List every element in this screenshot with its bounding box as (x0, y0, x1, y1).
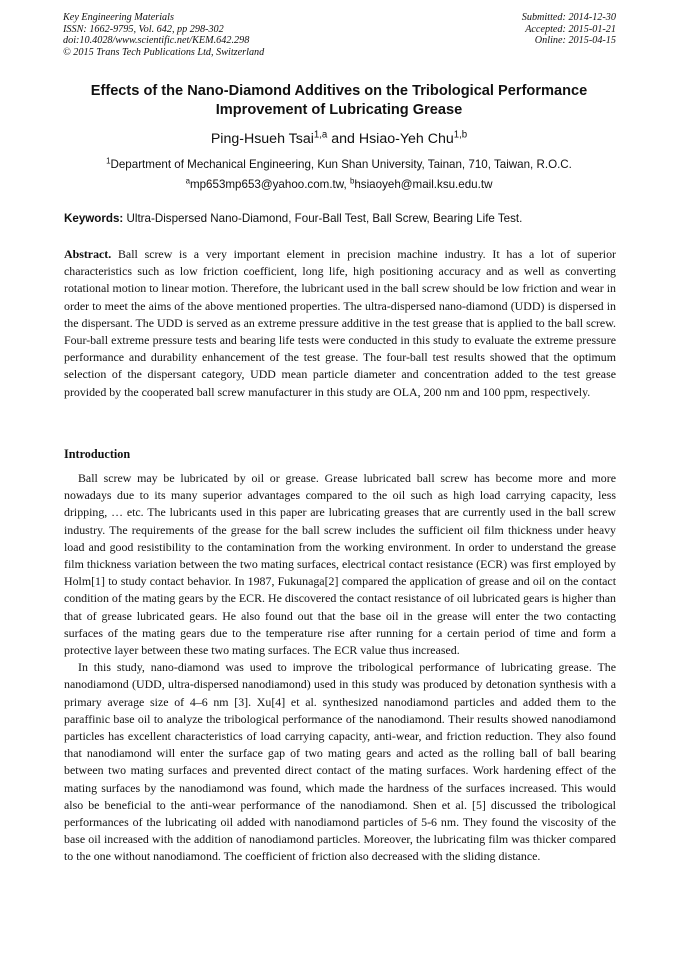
email-link[interactable]: hsiaoyeh@mail.ksu.edu.tw (354, 178, 493, 191)
email-link[interactable]: mp653mp653@yahoo.com.tw (189, 178, 344, 191)
author-emails (40, 178, 638, 191)
introduction-body (64, 470, 616, 866)
author-name: Ping-Hsueh Tsai (210, 131, 314, 147)
paragraph: In this study, nano-diamond was used to improve the tribological performance of lubricating grease. The nanodiamond (UDD, ultra-dispersed nanodiamond) used in this study was produced by detonation synthesis with a primary average size of 4–6 nm [3]. Xu[4] et al. synthesized nanodiamond particles and added them to the paraffinic base oil to analyze the tribological performance of the nanodiamond. Their results showed nanodiamond particles has excellent characteristics of load carrying capacity, anti-wear, and friction reduction. They also found that nanodiamond will enter the surface gap of two mating gears and acted as the rolling ball of ball bearing between two mating surfaces and prevented direct contact of the mating surfaces. Work hardening effect of the mating surfaces by the nanodiamond was found, which made the hardness of the surfaces increased. This would also be beneficial to the anti-wear performance of the nanodiamond. Shen et al. [5] discussed the tribological performances of the lubricating oil added with nanodiamond particles of 5-6 nm. They found the viscosity of the base oil increased with the addition of nanodiamond particles. Moreover, the lubricating film was thicker compared to the one without nanodiamond. The coefficient of friction also decreased with the sliding distance. (64, 660, 616, 864)
email-mark: a (185, 176, 190, 186)
section-heading-introduction: Introduction (64, 447, 131, 461)
keywords-text: Ultra-Dispersed Nano-Diamond, Four-Ball Test, Ball Screw, Bearing Life Test. (123, 212, 523, 225)
abstract-label: Abstract. (64, 247, 112, 261)
accepted-date: Accepted: 2015-01-21 (525, 23, 616, 35)
journal-copyright: © 2015 Trans Tech Publications Ltd, Switzerland (63, 46, 265, 58)
email-mark: b (349, 176, 355, 186)
submitted-date: Submitted: 2014-12-30 (521, 12, 616, 23)
affiliation-text: Department of Mechanical Engineering, Kun Shan University, Tainan, 710, Taiwan, R.O.C. (110, 158, 572, 171)
abstract-text: Ball screw is a very important element in precision machine industry. It has a lot of superior characteristics such as low friction coefficient, long life, high positioning accuracy and as well as converting rotational motion to linear motion. Therefore, the lubricant used in the ball screw should be low friction and wear in order to meet the aims of the above mentioned properties. The ultra-dispersed nano-diamond (UDD) is dispersed in the dispersant. The UDD is served as an extreme pressure additive in the test grease that is applied to the ball screw. Four-ball extreme pressure tests and bearing life tests were conducted in this study to evaluate the extreme pressure performance and durability enhancement of the test grease. The four-ball test results showed that the optimum selection of the dispersant category, UDD mean particle diameter and concentration added to the test grease provided by the cooperated ball screw manufacturer in this study are OLA, 200 nm and 100 ppm, respectively. (64, 247, 616, 399)
author-affiliation-mark: 1,b (453, 129, 468, 141)
paragraph: Ball screw may be lubricated by oil or grease. Grease lubricated ball screw has become more and more nowadays due to its many superior advantages compared to the oil such as high load carrying capacity, less dripping, … etc. The lubricants used in this paper are lubricating greases that are currently used in the ball screw industry. The requirements of the grease for the ball screw includes the sufficient oil film thickness under heavy load and good resistibility to the contamination from the working environment. In order to understand the grease film thickness variation between the two mating surfaces, electrical contact resistance (ECR) was first employed by Holm[1] to study contact behavior. In 1987, Fukunaga[2] compared the application of grease and oil on the contact condition of the mating gears by the ECR. He discovered the contact resistance of oil lubricated gears is higher than that of grease lubricated gears. He also found out that the base oil in the grease will enter the two contacting surfaces of the mating gears due to the temperature rise after running for a certain period of time and form a protective layer between these two mating surfaces. The ECR value thus increased. (64, 471, 616, 658)
title-line-1: Effects of the Nano-Diamond Additives on the Tribological Performance (90, 83, 588, 99)
affiliation (40, 158, 638, 171)
author-name: Hsiao-Yeh Chu (358, 131, 454, 147)
author-affiliation-mark: 1,a (313, 129, 328, 141)
author-connector: and (327, 131, 359, 147)
journal-info (63, 12, 264, 58)
affiliation-mark: 1 (106, 156, 111, 166)
online-date: Online: 2015-04-15 (534, 35, 616, 47)
journal-name: Key Engineering Materials (63, 12, 174, 23)
title-line-2: Improvement of Lubricating Grease (215, 102, 463, 118)
paper-title (40, 82, 638, 120)
journal-issn: ISSN: 1662-9795, Vol. 642, pp 298-302 (63, 23, 224, 35)
abstract (64, 246, 616, 401)
author-list (40, 131, 638, 147)
publication-dates (522, 12, 616, 47)
email-separator: , (343, 178, 350, 191)
keywords-label: Keywords: (64, 212, 124, 225)
keywords (64, 212, 616, 225)
journal-doi: doi:10.4028/www.scientific.net/KEM.642.298 (63, 35, 250, 47)
